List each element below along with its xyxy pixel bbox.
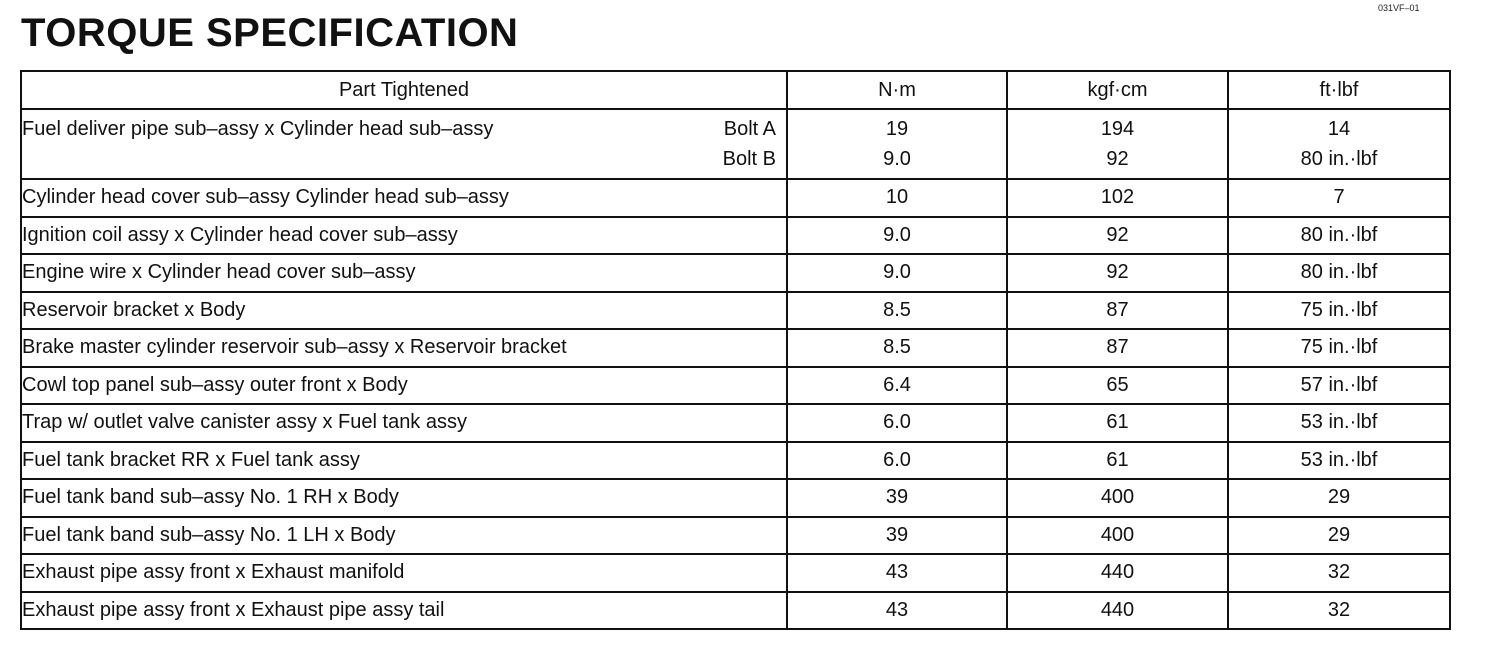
ftlbf-value: 80 in.·lbf bbox=[1300, 148, 1378, 170]
part-cell: Cowl top panel sub–assy outer front x Body bbox=[21, 367, 787, 405]
nm-cell: 8.5 bbox=[787, 292, 1007, 330]
table-row bbox=[21, 554, 1450, 592]
header-part-tightened: Part Tightened bbox=[21, 71, 787, 109]
header-kgfcm: kgf·cm bbox=[1007, 71, 1228, 109]
ftlbf-cell bbox=[1228, 109, 1450, 179]
kgfcm-cell: 87 bbox=[1007, 292, 1228, 330]
nm-cell: 43 bbox=[787, 592, 1007, 630]
ftlbf-cell: 53 in.·lbf bbox=[1228, 442, 1450, 480]
kgfcm-cell: 92 bbox=[1007, 217, 1228, 255]
kgfcm-cell bbox=[1007, 109, 1228, 179]
kgfcm-cell: 400 bbox=[1007, 517, 1228, 555]
nm-cell bbox=[787, 109, 1007, 179]
table-row bbox=[21, 179, 1450, 217]
kgfcm-cell: 102 bbox=[1007, 179, 1228, 217]
part-cell: Ignition coil assy x Cylinder head cover sub–assy bbox=[21, 217, 787, 255]
nm-value: 9.0 bbox=[883, 148, 911, 170]
ftlbf-cell: 32 bbox=[1228, 554, 1450, 592]
table-row bbox=[21, 329, 1450, 367]
table-row bbox=[21, 479, 1450, 517]
table-row bbox=[21, 404, 1450, 442]
nm-cell: 39 bbox=[787, 479, 1007, 517]
nm-cell: 39 bbox=[787, 517, 1007, 555]
ftlbf-cell: 75 in.·lbf bbox=[1228, 329, 1450, 367]
table-row bbox=[21, 517, 1450, 555]
ftlbf-cell: 29 bbox=[1228, 517, 1450, 555]
nm-cell: 6.0 bbox=[787, 442, 1007, 480]
kgfcm-value: 194 bbox=[1100, 118, 1135, 140]
header-nm: N·m bbox=[787, 71, 1007, 109]
part-cell: Fuel tank band sub–assy No. 1 RH x Body bbox=[21, 479, 787, 517]
table-row bbox=[21, 442, 1450, 480]
kgfcm-cell: 400 bbox=[1007, 479, 1228, 517]
table-row bbox=[21, 592, 1450, 630]
nm-cell: 6.4 bbox=[787, 367, 1007, 405]
nm-cell: 6.0 bbox=[787, 404, 1007, 442]
kgfcm-cell: 92 bbox=[1007, 254, 1228, 292]
part-cell: Brake master cylinder reservoir sub–assy x Reservoir bracket bbox=[21, 329, 787, 367]
ftlbf-cell: 53 in.·lbf bbox=[1228, 404, 1450, 442]
part-cell: Fuel tank band sub–assy No. 1 LH x Body bbox=[21, 517, 787, 555]
part-cell: Cylinder head cover sub–assy Cylinder head sub–assy bbox=[21, 179, 787, 217]
ftlbf-cell: 80 in.·lbf bbox=[1228, 254, 1450, 292]
part-cell: Exhaust pipe assy front x Exhaust manifold bbox=[21, 554, 787, 592]
part-cell: Exhaust pipe assy front x Exhaust pipe assy tail bbox=[21, 592, 787, 630]
nm-value: 19 bbox=[885, 118, 909, 140]
nm-cell: 9.0 bbox=[787, 254, 1007, 292]
nm-cell: 43 bbox=[787, 554, 1007, 592]
part-cell: Trap w/ outlet valve canister assy x Fuel tank assy bbox=[21, 404, 787, 442]
torque-spec-table bbox=[20, 70, 1451, 630]
table-row bbox=[21, 254, 1450, 292]
kgfcm-cell: 65 bbox=[1007, 367, 1228, 405]
kgfcm-cell: 87 bbox=[1007, 329, 1228, 367]
bolt-label: Bolt B bbox=[722, 148, 776, 170]
part-name: Fuel deliver pipe sub–assy x Cylinder head sub–assy bbox=[22, 118, 494, 140]
part-cell: Engine wire x Cylinder head cover sub–assy bbox=[21, 254, 787, 292]
nm-cell: 8.5 bbox=[787, 329, 1007, 367]
part-cell: Fuel tank bracket RR x Fuel tank assy bbox=[21, 442, 787, 480]
table-row bbox=[21, 367, 1450, 405]
ftlbf-cell: 75 in.·lbf bbox=[1228, 292, 1450, 330]
ftlbf-cell: 32 bbox=[1228, 592, 1450, 630]
ftlbf-cell: 29 bbox=[1228, 479, 1450, 517]
nm-cell: 10 bbox=[787, 179, 1007, 217]
table-row bbox=[21, 217, 1450, 255]
page-title: TORQUE SPECIFICATION bbox=[21, 11, 519, 55]
ftlbf-cell: 57 in.·lbf bbox=[1228, 367, 1450, 405]
part-cell bbox=[21, 109, 787, 179]
part-cell: Reservoir bracket x Body bbox=[21, 292, 787, 330]
kgfcm-cell: 61 bbox=[1007, 404, 1228, 442]
ftlbf-value: 14 bbox=[1327, 118, 1351, 140]
header-ftlbf: ft·lbf bbox=[1228, 71, 1450, 109]
bolt-label: Bolt A bbox=[723, 118, 776, 140]
document-code: 031VF–01 bbox=[1378, 3, 1420, 13]
table-row bbox=[21, 292, 1450, 330]
nm-cell: 9.0 bbox=[787, 217, 1007, 255]
ftlbf-cell: 7 bbox=[1228, 179, 1450, 217]
kgfcm-cell: 61 bbox=[1007, 442, 1228, 480]
kgfcm-cell: 440 bbox=[1007, 554, 1228, 592]
kgfcm-value: 92 bbox=[1106, 148, 1129, 170]
kgfcm-cell: 440 bbox=[1007, 592, 1228, 630]
table-row bbox=[21, 109, 1450, 179]
ftlbf-cell: 80 in.·lbf bbox=[1228, 217, 1450, 255]
table-header-row bbox=[21, 71, 1450, 109]
